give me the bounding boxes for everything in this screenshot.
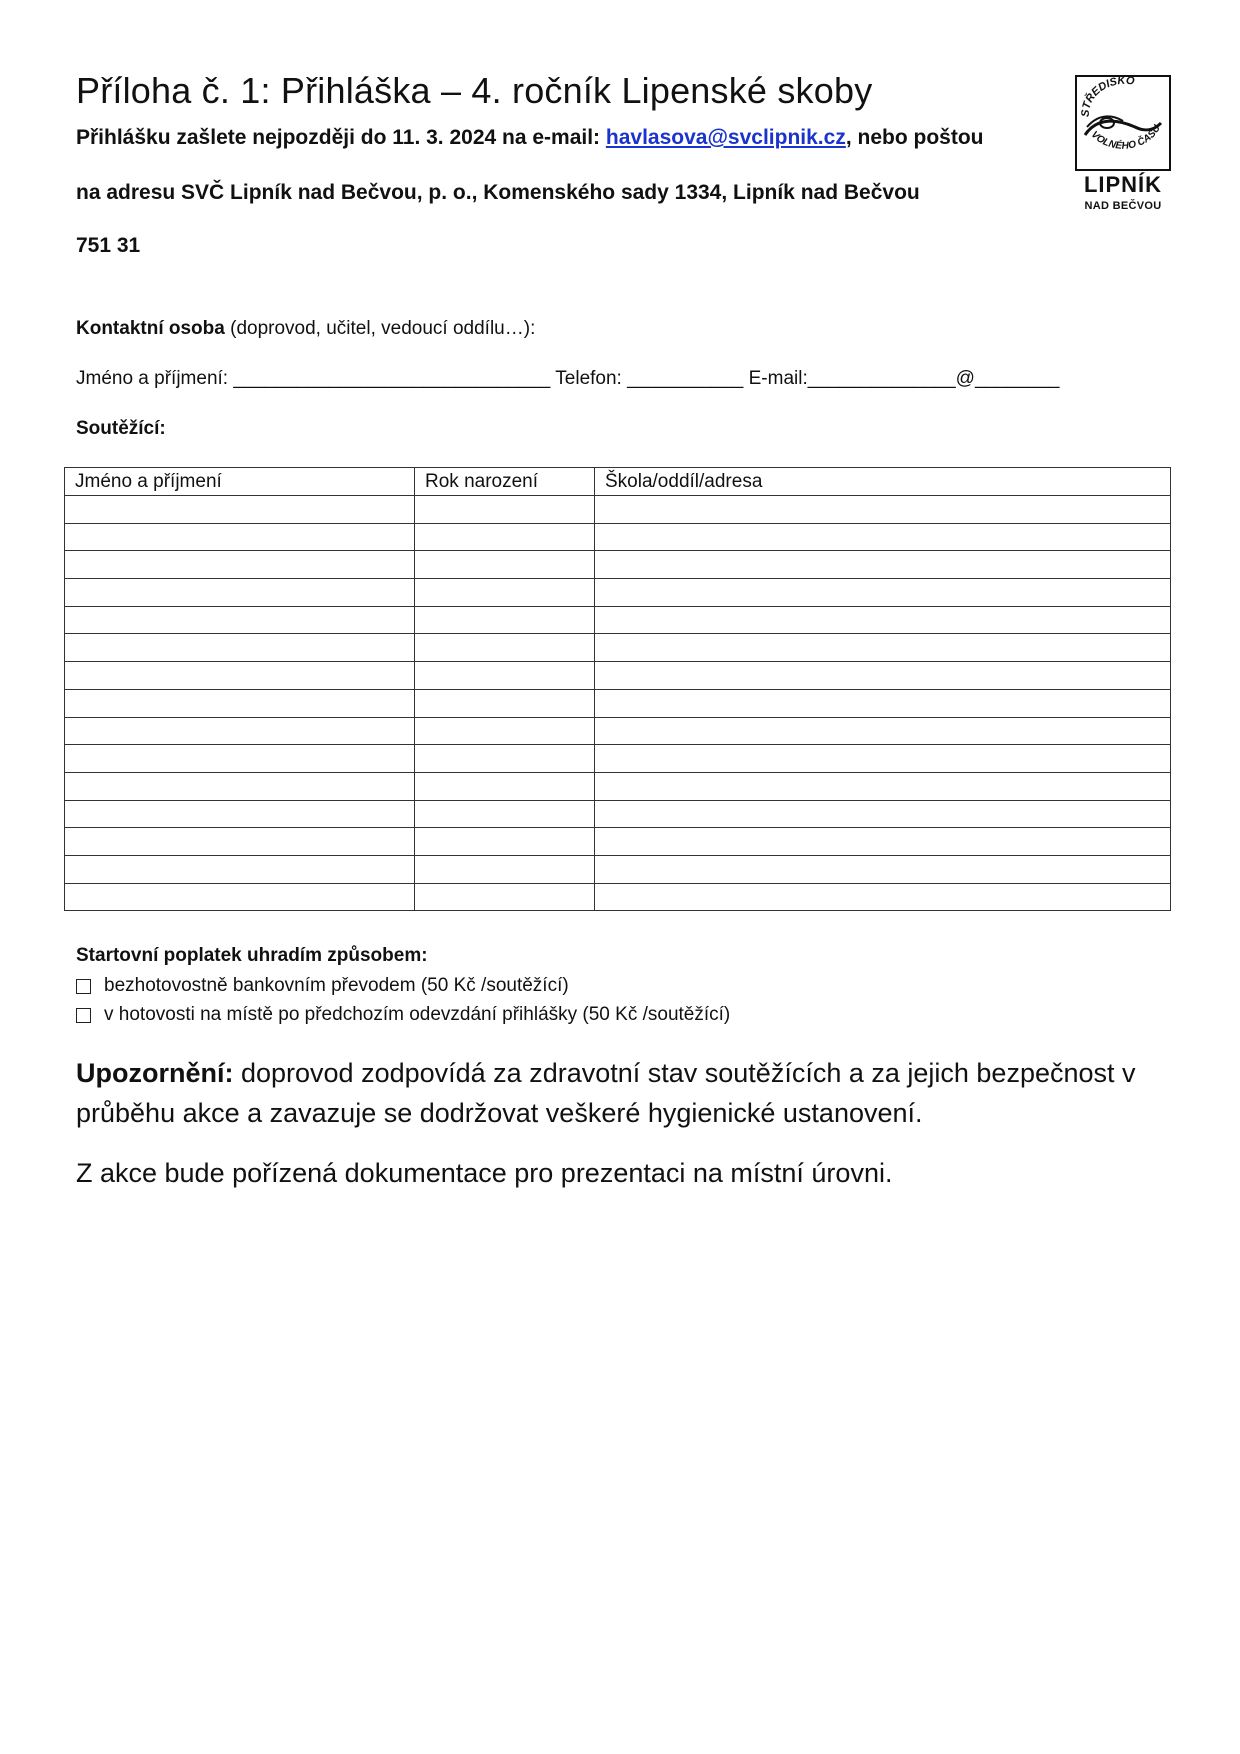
cell-school[interactable] xyxy=(595,606,1171,634)
table-row xyxy=(65,828,1171,856)
warning-paragraph xyxy=(76,1053,1186,1133)
cell-name[interactable] xyxy=(65,551,415,579)
payment-option-cash[interactable] xyxy=(76,1004,730,1026)
contact-fields-line[interactable]: Jméno a příjmení: ______________________________ Telefon: ___________ E-mail:______________@________ xyxy=(76,368,1060,389)
cell-birth-year[interactable] xyxy=(415,717,595,745)
cell-name[interactable] xyxy=(65,745,415,773)
email-link[interactable]: havlasova@svclipnik.cz xyxy=(605,126,846,149)
column-header-birth-year: Rok narození xyxy=(415,468,595,496)
cell-birth-year[interactable] xyxy=(415,523,595,551)
cell-name[interactable] xyxy=(65,496,415,524)
page-title: Příloha č. 1: Přihláška – 4. ročník Lipenské skoby xyxy=(76,70,873,111)
table-row xyxy=(65,745,1171,773)
table-row xyxy=(65,883,1171,911)
cell-school[interactable] xyxy=(595,745,1171,773)
cell-name[interactable] xyxy=(65,883,415,911)
postal-code: 751 31 xyxy=(76,234,141,257)
table-row xyxy=(65,689,1171,717)
cell-school[interactable] xyxy=(595,579,1171,607)
cell-name[interactable] xyxy=(65,717,415,745)
cell-name[interactable] xyxy=(65,828,415,856)
table-header-row xyxy=(65,468,1171,496)
cell-birth-year[interactable] xyxy=(415,634,595,662)
cell-school[interactable] xyxy=(595,800,1171,828)
cell-birth-year[interactable] xyxy=(415,662,595,690)
svg-text:VOLNÉHO ČASU xyxy=(1089,123,1164,152)
cell-school[interactable] xyxy=(595,634,1171,662)
table-row xyxy=(65,772,1171,800)
instructions-prefix: Přihlášku zašlete nejpozději do 11. 3. 2024 na e-mail: xyxy=(76,126,606,149)
table-row xyxy=(65,800,1171,828)
option-label-transfer: bezhotovostně bankovním převodem (50 Kč /soutěžící) xyxy=(104,975,569,996)
cell-school[interactable] xyxy=(595,828,1171,856)
submission-instructions xyxy=(76,126,983,150)
logo-emblem-icon xyxy=(1077,77,1169,169)
cell-birth-year[interactable] xyxy=(415,606,595,634)
cell-birth-year[interactable] xyxy=(415,551,595,579)
cell-name[interactable] xyxy=(65,579,415,607)
cell-birth-year[interactable] xyxy=(415,496,595,524)
table-row xyxy=(65,855,1171,883)
cell-name[interactable] xyxy=(65,662,415,690)
table-row xyxy=(65,634,1171,662)
logo-emblem xyxy=(1075,75,1171,171)
table-row xyxy=(65,717,1171,745)
cell-birth-year[interactable] xyxy=(415,883,595,911)
table-row xyxy=(65,579,1171,607)
cell-name[interactable] xyxy=(65,855,415,883)
table-row xyxy=(65,551,1171,579)
cell-school[interactable] xyxy=(595,855,1171,883)
cell-name[interactable] xyxy=(65,634,415,662)
cell-birth-year[interactable] xyxy=(415,772,595,800)
postal-address: na adresu SVČ Lipník nad Bečvou, p. o., Komenského sady 1334, Lipník nad Bečvou xyxy=(76,181,920,204)
cell-school[interactable] xyxy=(595,523,1171,551)
cell-school[interactable] xyxy=(595,772,1171,800)
instructions-suffix: , nebo poštou xyxy=(845,126,984,149)
cell-school[interactable] xyxy=(595,496,1171,524)
option-label-cash: v hotovosti na místě po předchozím odevzdání přihlášky (50 Kč /soutěžící) xyxy=(104,1004,731,1025)
cell-school[interactable] xyxy=(595,717,1171,745)
checkbox-cash[interactable] xyxy=(76,1008,91,1023)
table-row xyxy=(65,662,1171,690)
contact-person-label xyxy=(76,318,535,340)
contact-label-rest: (doprovod, učitel, vedoucí oddílu…): xyxy=(224,318,536,339)
warning-text: doprovod zodpovídá za zdravotní stav soutěžících a za jejich bezpečnost v průběhu akce a zavazuje se dodržovat veškeré hygienické ustanovení. xyxy=(76,1058,1136,1128)
table-row xyxy=(65,496,1171,524)
cell-birth-year[interactable] xyxy=(415,745,595,773)
logo-bottom-text: VOLNÉHO ČASU xyxy=(1088,123,1163,152)
table-row xyxy=(65,523,1171,551)
cell-name[interactable] xyxy=(65,800,415,828)
cell-school[interactable] xyxy=(595,662,1171,690)
cell-name[interactable] xyxy=(65,606,415,634)
cell-birth-year[interactable] xyxy=(415,800,595,828)
cell-name[interactable] xyxy=(65,523,415,551)
contestants-label: Soutěžící: xyxy=(76,418,166,439)
logo-name: LIPNÍK xyxy=(1083,172,1163,197)
cell-birth-year[interactable] xyxy=(415,855,595,883)
cell-name[interactable] xyxy=(65,772,415,800)
cell-school[interactable] xyxy=(595,883,1171,911)
column-header-name: Jméno a příjmení xyxy=(65,468,415,496)
svg-text:STŘEDISKO xyxy=(1080,77,1136,117)
payment-option-transfer[interactable] xyxy=(76,975,569,997)
contact-label-bold: Kontaktní osoba xyxy=(76,318,225,339)
contestants-table xyxy=(64,467,1171,911)
table-row xyxy=(65,606,1171,634)
cell-birth-year[interactable] xyxy=(415,689,595,717)
logo-subname: NAD BEČVOU xyxy=(1084,200,1162,212)
cell-school[interactable] xyxy=(595,689,1171,717)
cell-birth-year[interactable] xyxy=(415,579,595,607)
checkbox-transfer[interactable] xyxy=(76,979,91,994)
documentation-note: Z akce bude pořízená dokumentace pro prezentaci na místní úrovni. xyxy=(76,1158,893,1188)
cell-name[interactable] xyxy=(65,689,415,717)
fee-label: Startovní poplatek uhradím způsobem: xyxy=(76,945,428,966)
cell-birth-year[interactable] xyxy=(415,828,595,856)
logo-top-text: STŘEDISKO xyxy=(1079,77,1136,118)
column-header-school: Škola/oddíl/adresa xyxy=(595,468,1171,496)
cell-school[interactable] xyxy=(595,551,1171,579)
warning-label: Upozornění: xyxy=(76,1058,234,1088)
